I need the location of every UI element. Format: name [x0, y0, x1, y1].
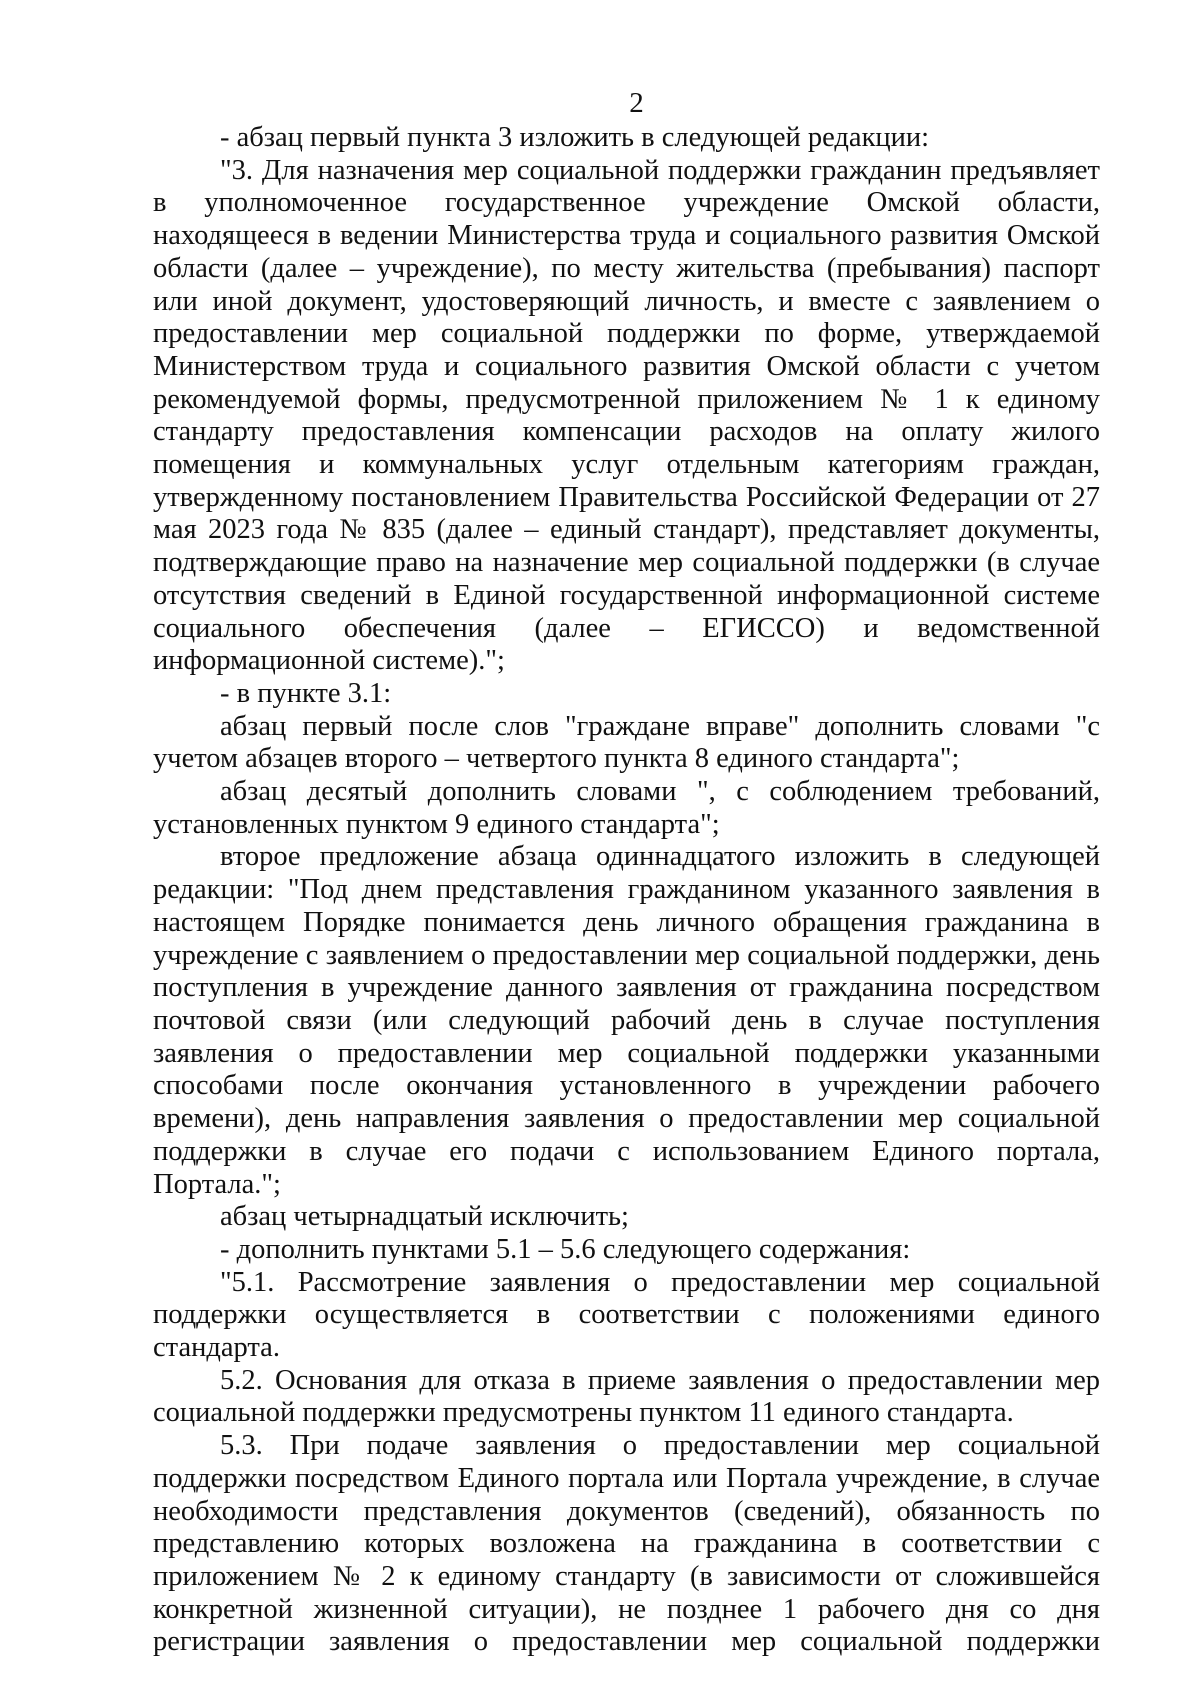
paragraph-point-3-1: - в пункте 3.1:: [220, 677, 392, 709]
paragraph-tenth-abzac: абзац десятый дополнить словами ", с соблюдением требований, установленных пунктом 9 единого стандарта";: [153, 776, 1100, 840]
paragraph-first-abzac: абзац первый после слов "граждане вправе" дополнить словами "с учетом абзацев второго – четвертого пункта 8 единого стандарта";: [153, 710, 1100, 775]
paragraph-fourteenth-abzac: абзац четырнадцатый исключить;: [220, 1201, 629, 1233]
paragraph-add-points: - дополнить пунктами 5.1 – 5.6 следующего содержания:: [220, 1233, 911, 1265]
paragraph-eleventh-abzac: второе предложение абзаца одиннадцатого изложить в следующей редакции: "Под днем представления гражданином указанного заявления в настоящем Порядке понимается день личного обращения гражданина в учреждение с заявлением о предоставлении мер социальной поддержки, день поступления в учреждение данного заявления от гражданина посредством почтовой связи (или следующий рабочий день в случае поступления заявления о предоставлении мер социальной поддержки указанными способами после окончания установленного в учреждении рабочего времени), день направления заявления о предоставлении мер социальной поддержки в случае его подачи с использованием Единого портала, Портала.";: [153, 841, 1100, 1200]
paragraph-point-5-3: 5.3. При подаче заявления о предоставлении мер социальной поддержки посредством Единого портала или Портала учреждение, в случае необходимости представления документов (сведений), обязанность по представлению которых возложена на гражданина в соответствии с приложением № 2 к единому стандарту (в зависимости от сложившейся конкретной жизненной ситуации), не позднее 1 рабочего дня со дня регистрации заявления о предоставлении мер социальной поддержки: [153, 1430, 1100, 1658]
page-number: 2: [629, 87, 644, 119]
paragraph-point-5-2: 5.2. Основания для отказа в приеме заявления о предоставлении мер социальной поддержки предусмотрены пунктом 11 единого стандарта.: [153, 1364, 1100, 1429]
paragraph-amend-point-3: - абзац первый пункта 3 изложить в следующей редакции:: [220, 122, 930, 153]
paragraph-point-5-1: "5.1. Рассмотрение заявления о предоставлении мер социальной поддержки осуществляется в соответствии с положениями единого стандарта.: [153, 1266, 1100, 1364]
paragraph-point-3-text: "3. Для назначения мер социальной поддержки гражданин предъявляет в уполномоченное государственное учреждение Омской области, находящееся в ведении Министерства труда и социального развития Омской области (далее – учреждение), по месту жительства (пребывания) паспорт или иной документ, удостоверяющий личность, и вместе с заявлением о предоставлении мер социальной поддержки по форме, утверждаемой Министерством труда и социального развития Омской области с учетом рекомендуемой формы, предусмотренной приложением № 1 к единому стандарту предоставления компенсации расходов на оплату жилого помещения и коммунальных услуг отдельным категориям граждан, утвержденному постановлением Правительства Российской Федерации от 27 мая 2023 года № 835 (далее – единый стандарт), представляет документы, подтверждающие право на назначение мер социальной поддержки (в случае отсутствия сведений в Единой государственной информационной системе социального обеспечения (далее – ЕГИССО) и ведомственной информационной системе).";: [153, 154, 1100, 677]
